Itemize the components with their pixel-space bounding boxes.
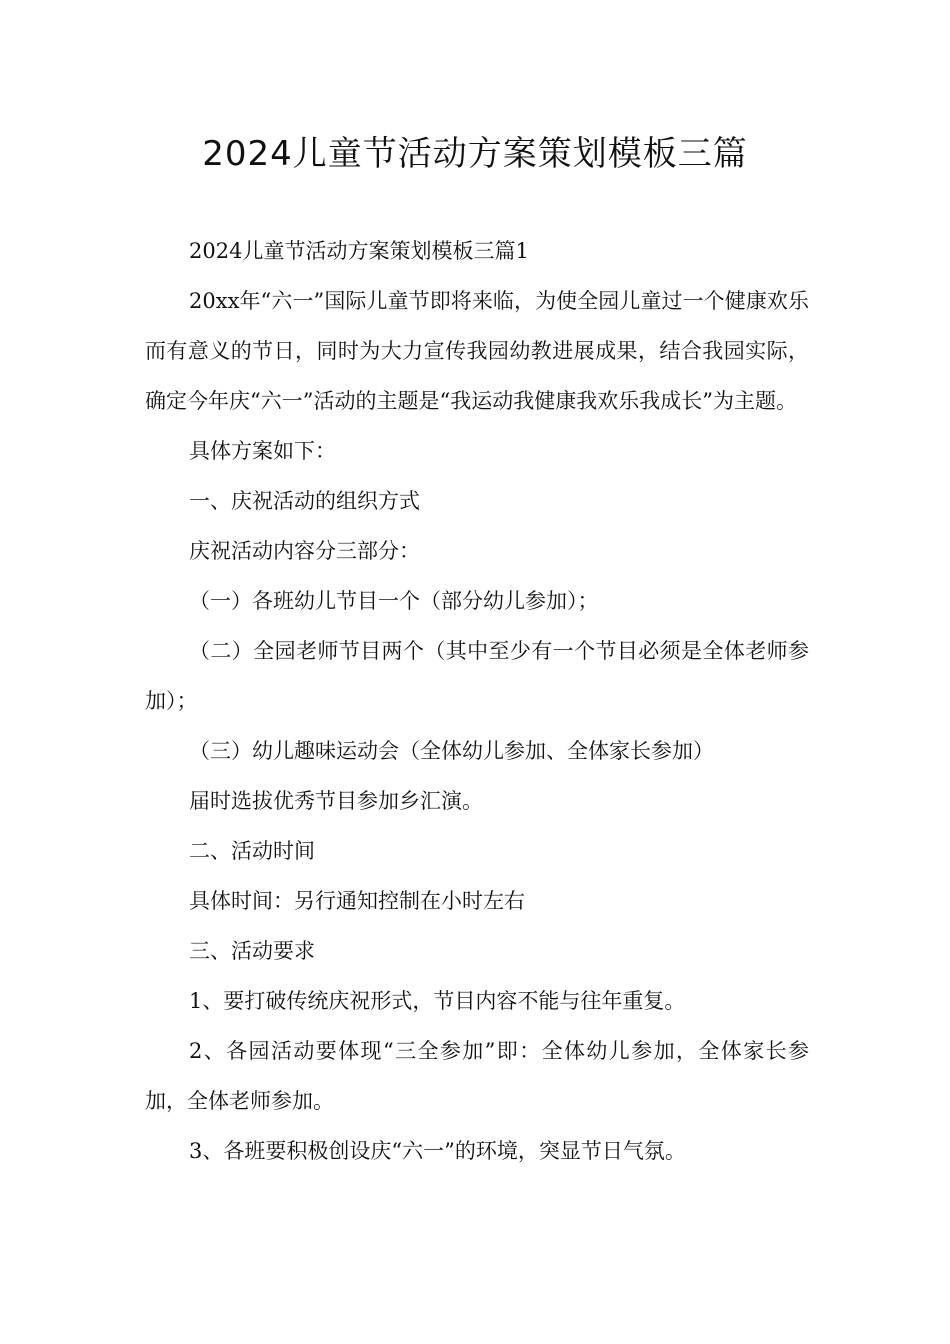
paragraph-plan-lead: 具体方案如下：: [189, 439, 336, 463]
list-item-part-2: （二）全园老师节目两个（其中至少有一个节目必须是全体老师参加）；: [145, 639, 809, 713]
list-item-part-1: （一）各班幼儿节目一个（部分幼儿参加）；: [189, 589, 599, 613]
document-title: 2024儿童节活动方案策划模板三篇: [202, 134, 748, 174]
requirement-item-3: 3、各班要积极创设庆“六一”的环境，突显节日气氛。: [189, 1139, 686, 1163]
paragraph-intro: 20xx年“六一”国际儿童节即将来临，为使全园儿童过一个健康欢乐而有意义的节日，同时为大力宣传我园幼教进展成果，结合我园实际，确定今年庆“六一”活动的主题是“我运动我健康我欢乐我成长”为主题。: [145, 289, 809, 413]
list-item-part-3: （三）幼儿趣味运动会（全体幼儿参加、全体家长参加）: [189, 739, 714, 763]
paragraph-subtitle: 2024儿童节活动方案策划模板三篇1: [189, 239, 529, 263]
requirement-item-2: 2、各园活动要体现“三全参加”即：全体幼儿参加，全体家长参加，全体老师参加。: [145, 1039, 809, 1113]
document-body: [145, 226, 809, 1176]
paragraph-content-parts: 庆祝活动内容分三部分：: [189, 539, 420, 563]
section-heading-requirements: 三、活动要求: [189, 939, 315, 963]
paragraph-specific-time: 具体时间：另行通知控制在小时左右: [189, 889, 525, 913]
paragraph-selection: 届时选拔优秀节目参加乡汇演。: [189, 789, 483, 813]
section-heading-organization: 一、庆祝活动的组织方式: [189, 489, 420, 513]
requirement-item-1: 1、要打破传统庆祝形式，节目内容不能与往年重复。: [189, 989, 686, 1013]
section-heading-time: 二、活动时间: [189, 839, 315, 863]
